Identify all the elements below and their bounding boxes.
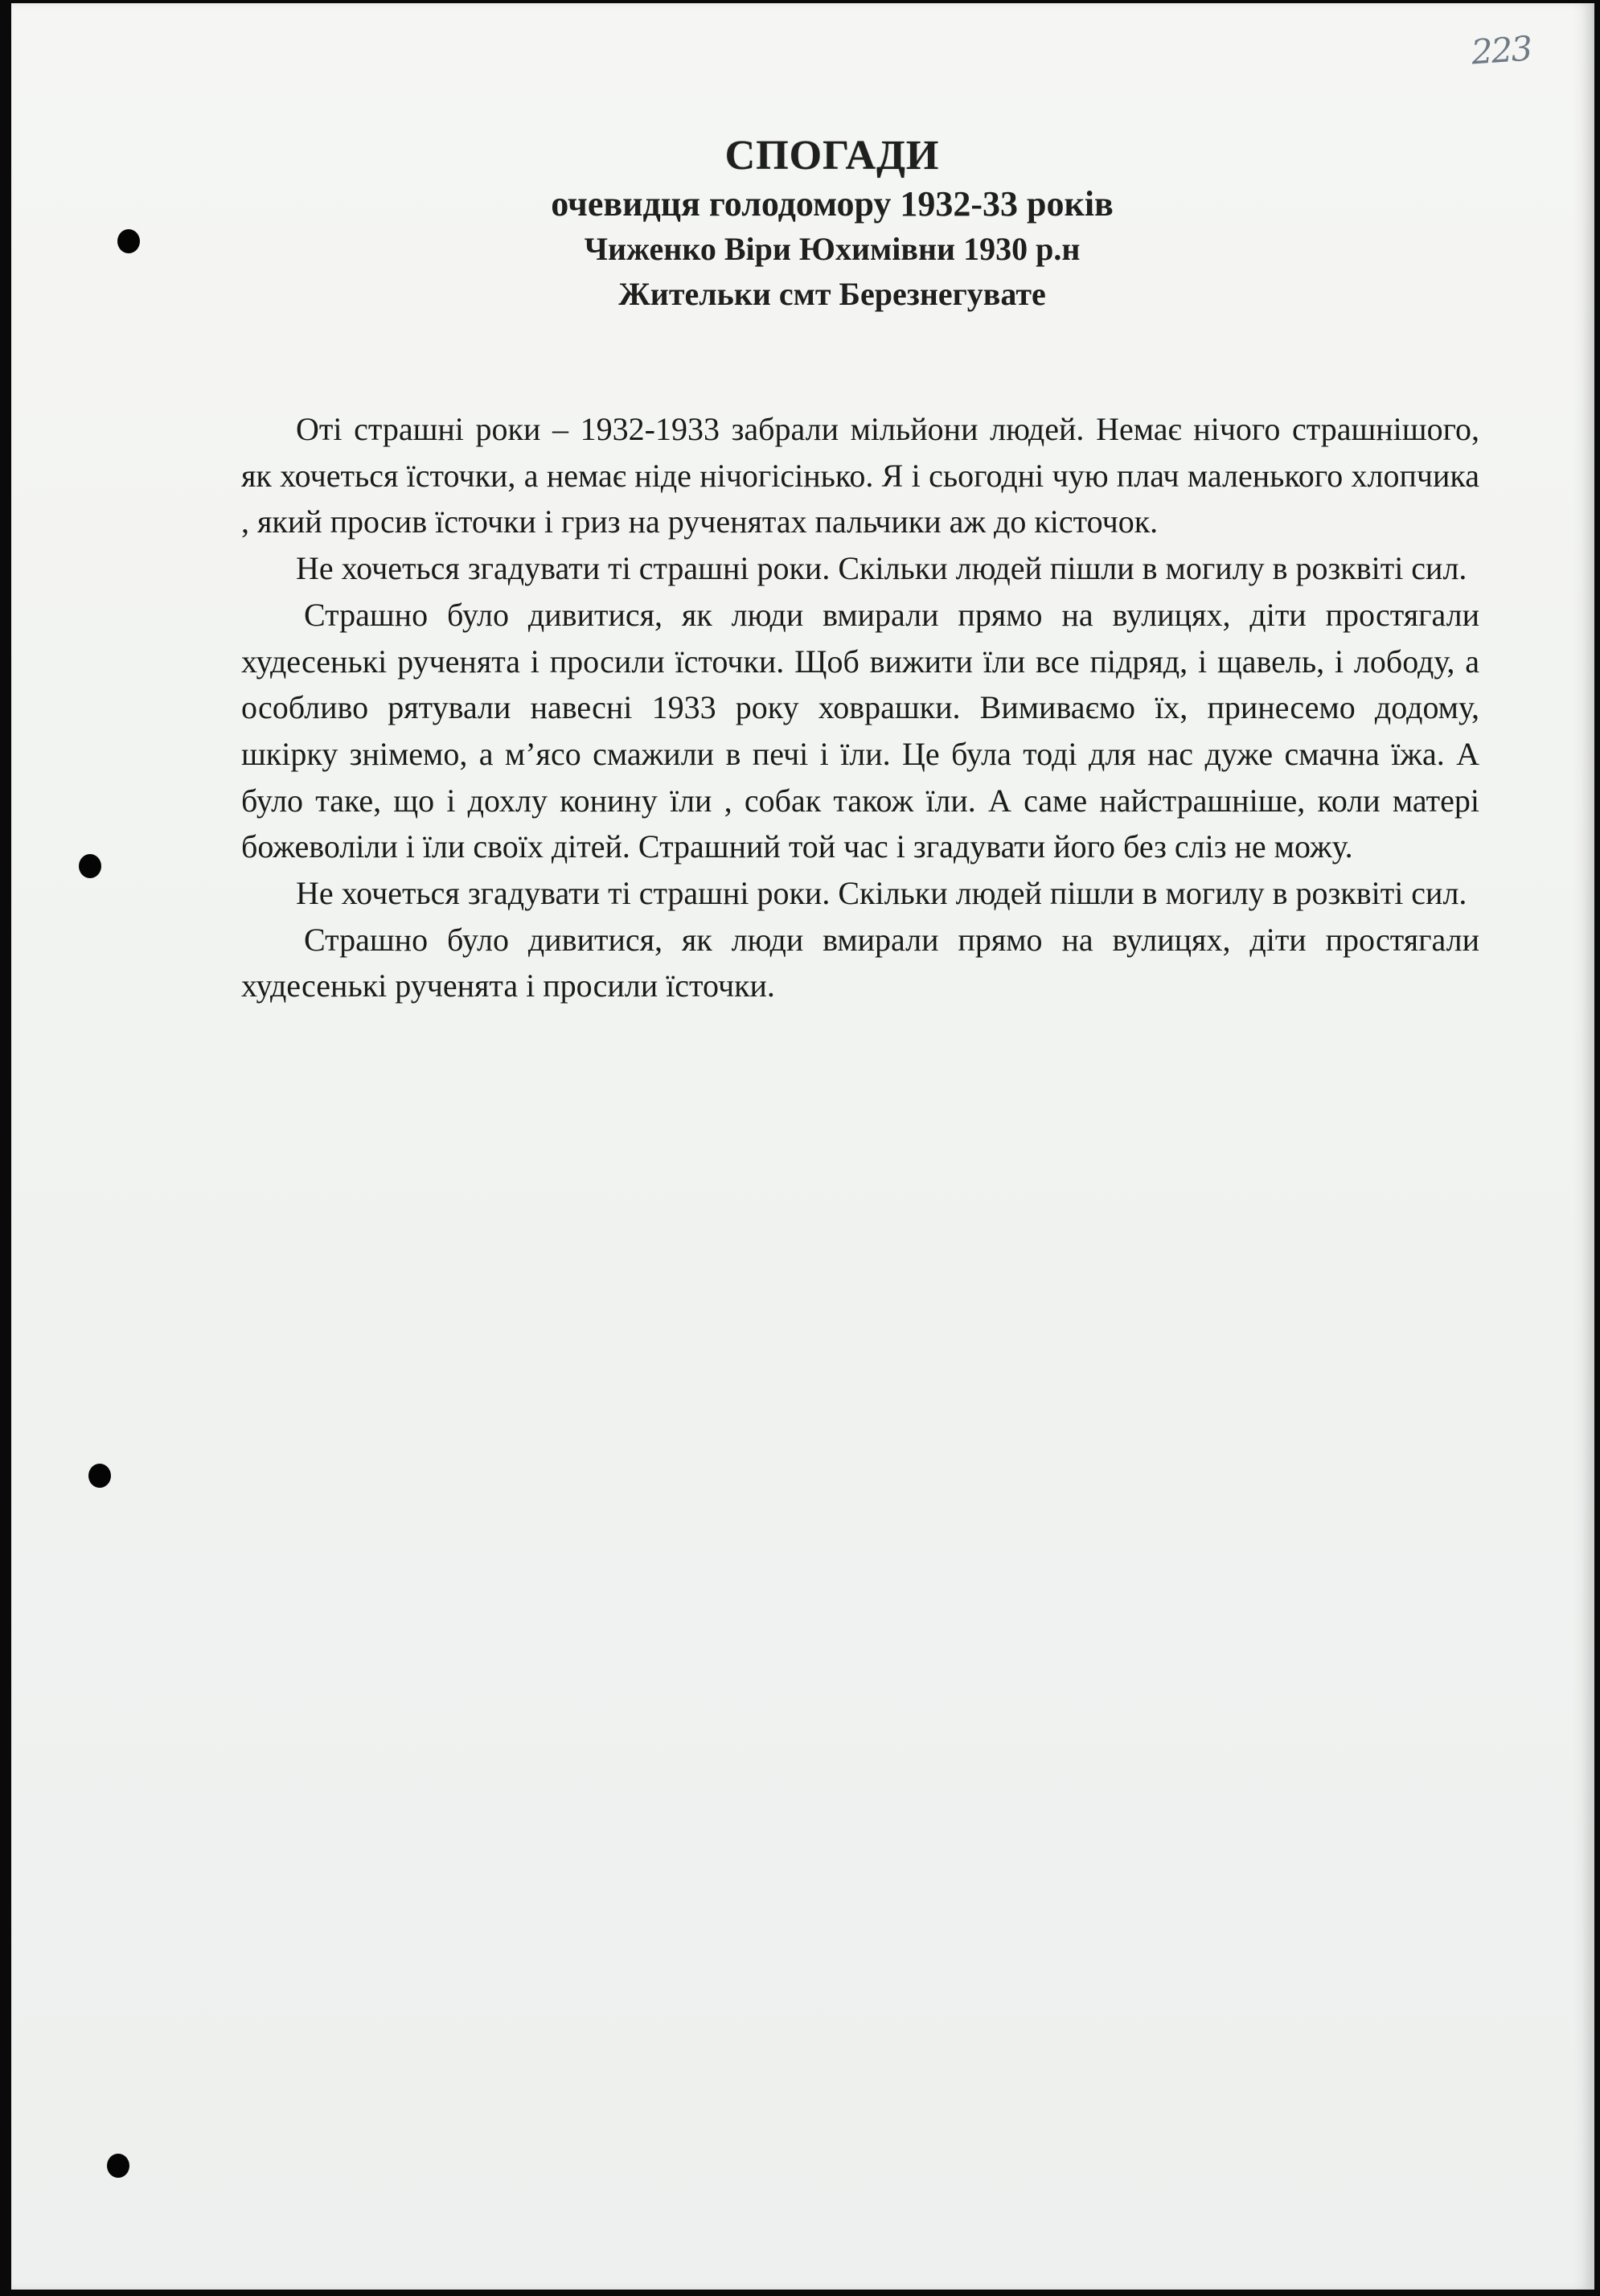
document-title: СПОГАДИ [724,133,940,179]
document-page [11,3,1594,2290]
author-line: Чиженко Віри Юхимівни 1930 р.н [584,231,1081,267]
punch-hole [88,1464,111,1488]
paragraph: Оті страшні роки – 1932-1933 забрали мільйони людей. Немає нічого страшнішого, як хочеться їсточки, а немає ніде нічогісінько. Я і сьогодні чую плач маленького хлопчика , який просив їсточки і гриз на рученятах пальчики аж до кісточок. [241,411,1479,540]
punch-hole [107,2154,129,2178]
page-edge-shadow [1573,3,1592,2290]
paragraph: Не хочеться згадувати ті страшні роки. Скільки людей пішли в могилу в розквіті сил. [296,875,1467,912]
document-body [241,406,1479,1009]
document-subtitle: очевидця голодомору 1932-33 років [551,184,1114,224]
paragraph: Не хочеться згадувати ті страшні роки. Скільки людей пішли в могилу в розквіті сил. [296,550,1467,587]
residence-line: Жительки смт Березнегувате [618,276,1046,312]
document-header [0,130,1600,317]
paragraph: Страшно було дивитися, як люди вмирали прямо на вулицях, діти простягали худесенькі рученята і просили їсточки. [241,921,1479,1004]
paragraph: Страшно було дивитися, як люди вмирали прямо на вулицях, діти простягали худесенькі рученята і просили їсточки. Щоб вижити їли все підряд, і щавель, і лободу, а особливо рятували навесні 1933 року ховрашки. Вимиваємо їх, принесемо додому, шкірку знімемо, а м’ясо смажили в печі і їли. Це була тоді для нас дуже смачна їжа. А було таке, що і дохлу конину їли , собак також їли. А саме найстрашніше, коли матері божеволіли і їли своїх дітей. Страшний той час і згадувати його без сліз не можу. [241,596,1479,865]
handwritten-page-number: 223 [1470,28,1532,72]
punch-hole [79,854,101,878]
